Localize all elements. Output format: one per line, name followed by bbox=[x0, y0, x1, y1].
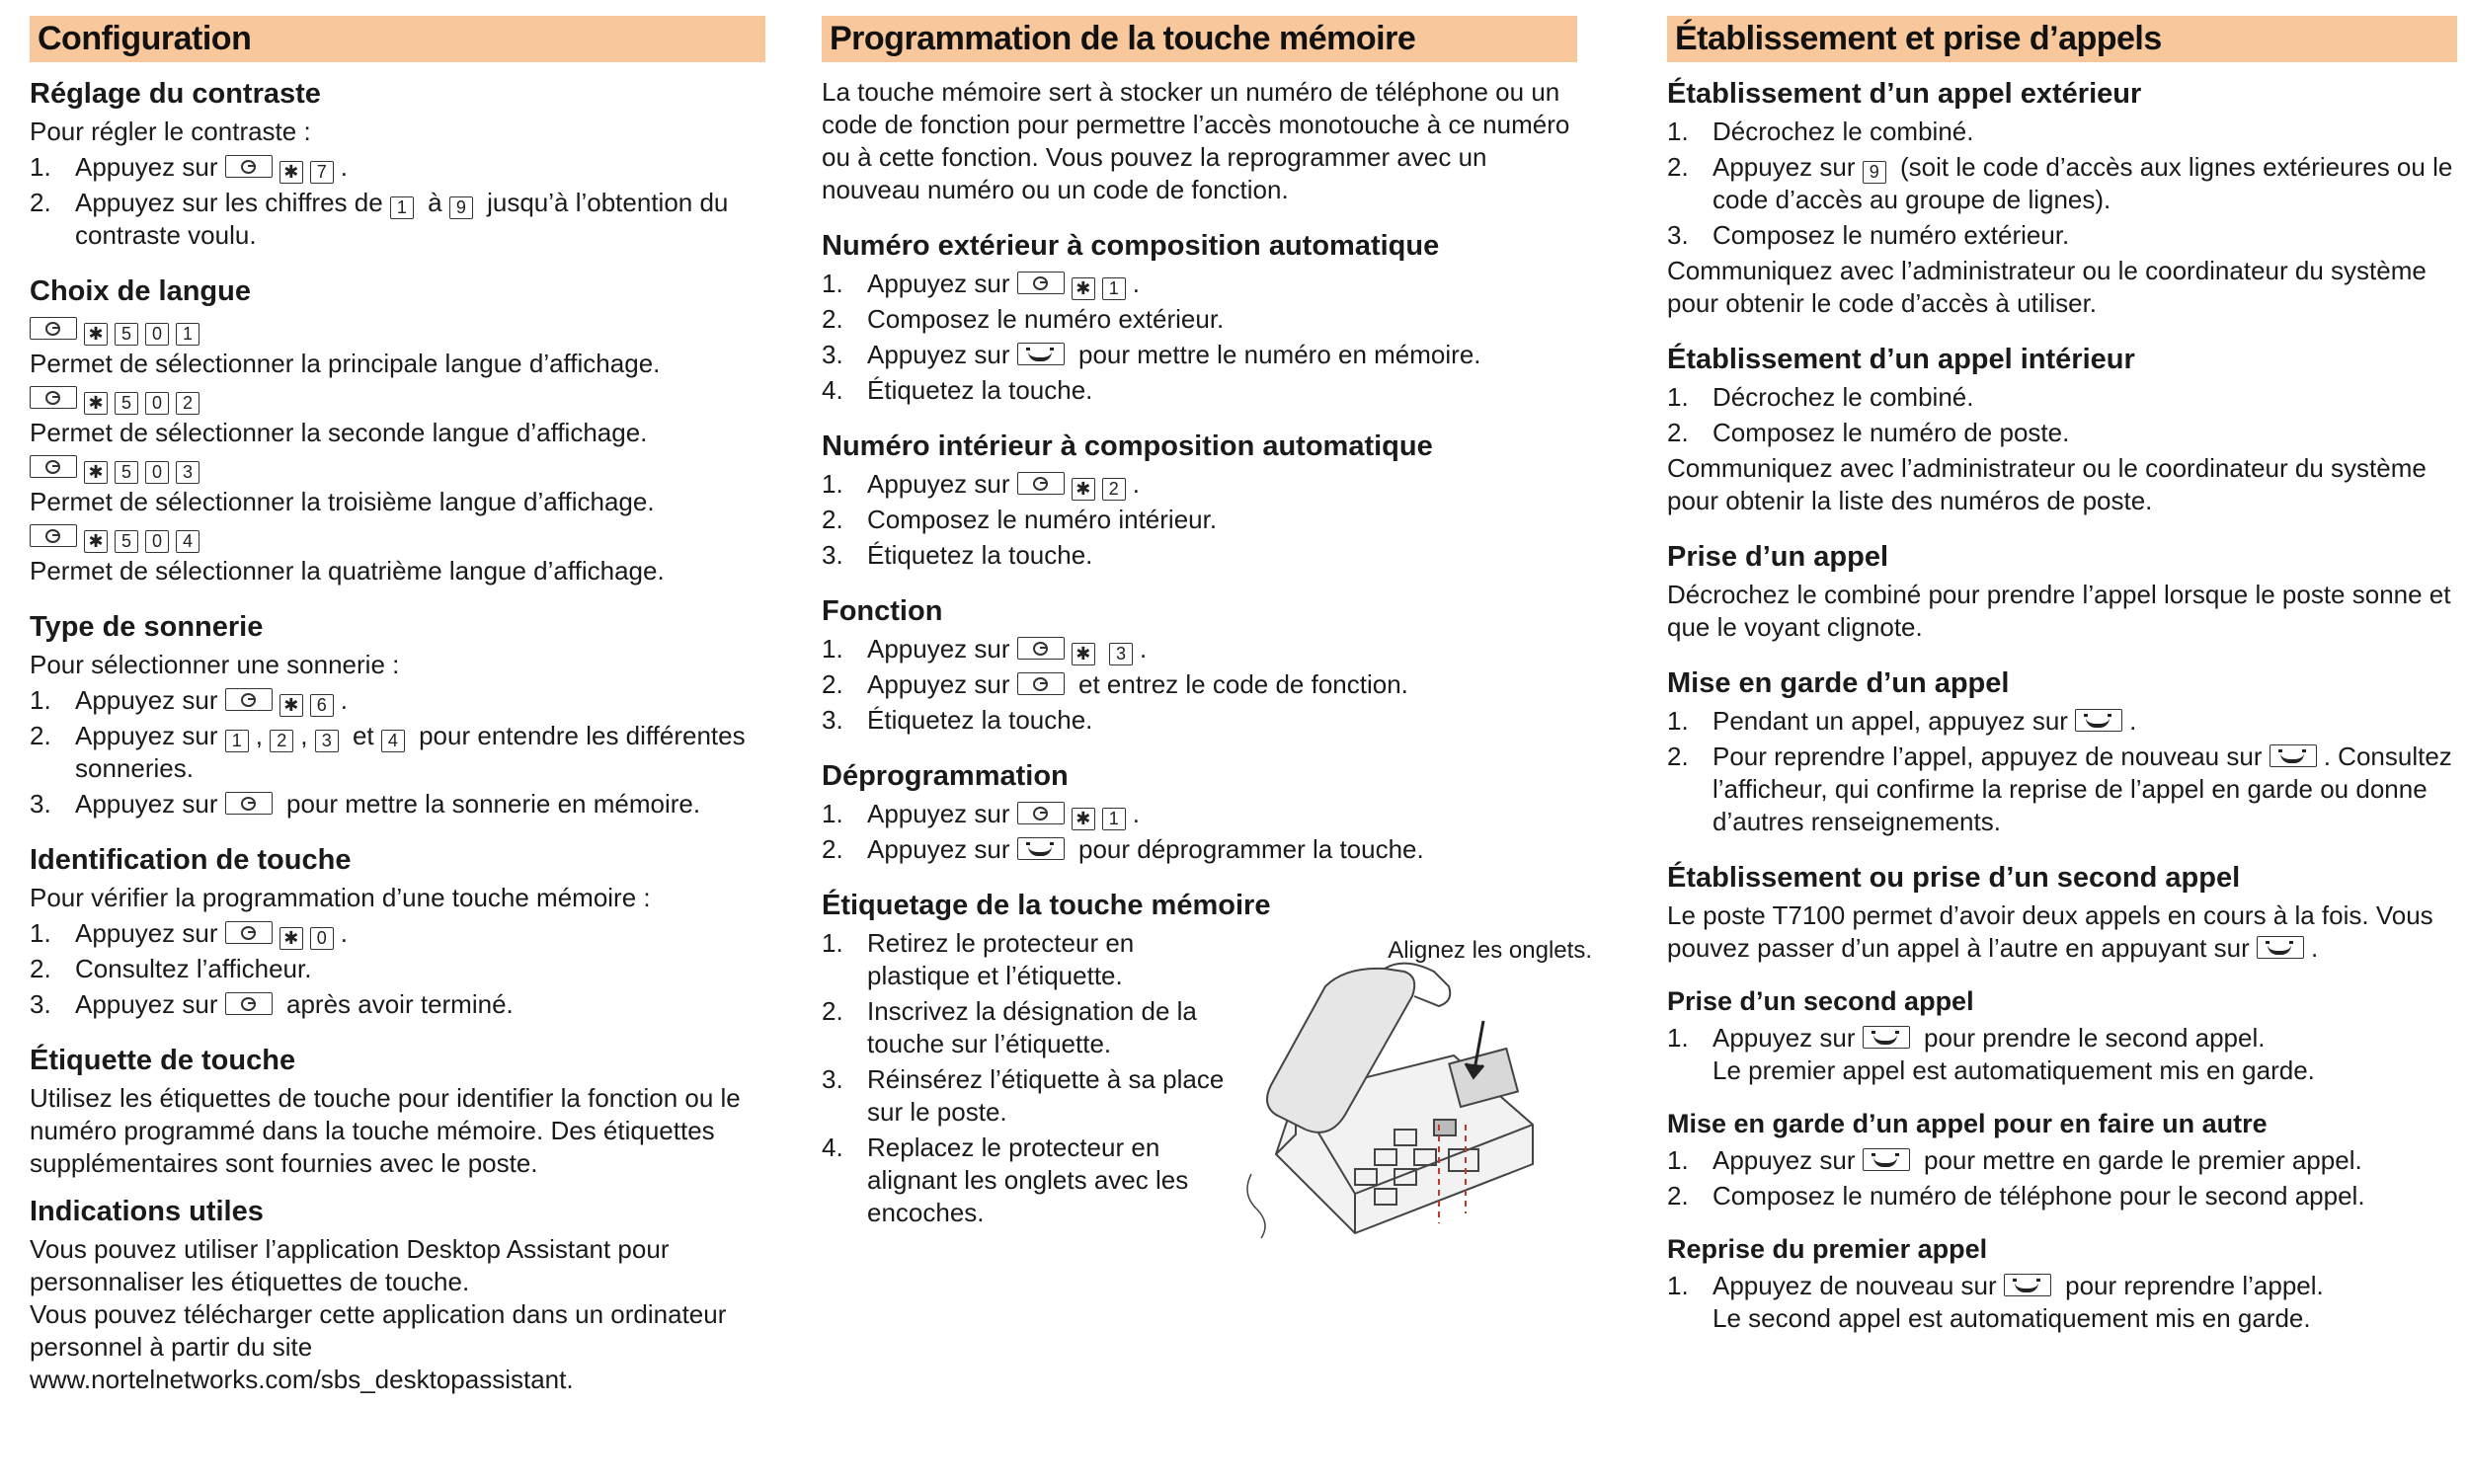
list-item bbox=[822, 927, 1236, 992]
language-row bbox=[30, 382, 765, 449]
column-memory-key bbox=[822, 16, 1592, 1232]
section-title-calls: Établissement et prise d’appels bbox=[1667, 16, 2457, 62]
language-desc: Permet de sélectionner la troisième langue d’affichage. bbox=[30, 487, 655, 516]
step-number: 2. bbox=[30, 188, 51, 217]
heading-deprogramming: Déprogrammation bbox=[822, 760, 1069, 792]
step-text: Décrochez le combiné. bbox=[1712, 117, 1974, 146]
key-cap: 2 bbox=[176, 392, 199, 415]
heading-function: Fonction bbox=[822, 595, 943, 627]
step-text: Appuyez sur bbox=[75, 989, 218, 1019]
step-text: Composez le numéro extérieur. bbox=[867, 304, 1225, 334]
list-item bbox=[30, 917, 765, 950]
step-number: 3. bbox=[822, 1064, 843, 1094]
step-number: 3. bbox=[822, 540, 843, 570]
list-item bbox=[822, 1063, 1236, 1129]
contrast-intro: Pour régler le contraste : bbox=[30, 117, 311, 146]
step-text: à bbox=[428, 188, 442, 217]
heading-ring-type: Type de sonnerie bbox=[30, 611, 264, 643]
step-text: Appuyez sur bbox=[75, 918, 218, 948]
key-cap: 0 bbox=[145, 323, 169, 346]
release-key-icon bbox=[2004, 1274, 2051, 1296]
ring-intro: Pour sélectionner une sonnerie : bbox=[30, 650, 400, 679]
release-key-icon bbox=[1863, 1026, 1910, 1049]
external-call-note: Communiquez avec l’administrateur ou le coordinateur du système pour obtenir le code d’accès à utiliser. bbox=[1667, 256, 2427, 318]
step-text: jusqu’à l’obtention du contraste voulu. bbox=[75, 188, 729, 250]
step-text: Appuyez sur les chiffres de bbox=[75, 188, 383, 217]
list-item bbox=[30, 788, 765, 820]
phone-illustration bbox=[1236, 927, 1592, 1253]
key-cap: 6 bbox=[310, 694, 334, 717]
heading-key-id: Identification de touche bbox=[30, 844, 352, 876]
key-cap: 3 bbox=[1109, 643, 1133, 665]
heading-tips: Indications utiles bbox=[30, 1196, 264, 1227]
step-number: 2. bbox=[822, 996, 843, 1026]
step-text: Le second appel est automatiquement mis en garde. bbox=[1712, 1303, 2311, 1333]
step-text: Appuyez sur bbox=[1712, 1023, 1856, 1053]
language-desc: Permet de sélectionner la seconde langue d’affichage. bbox=[30, 418, 648, 447]
step-text: Consultez l’afficheur. bbox=[75, 954, 312, 983]
labeling-steps bbox=[822, 927, 1236, 1229]
step-text: Étiquetez la touche. bbox=[867, 540, 1093, 570]
step-text: Appuyez sur bbox=[867, 669, 1010, 699]
heading-answer-call: Prise d’un appel bbox=[1667, 541, 1888, 573]
list-item bbox=[1667, 741, 2457, 838]
step-number: 3. bbox=[1667, 220, 1689, 250]
key-cap: 1 bbox=[1102, 808, 1126, 830]
step-text: , bbox=[300, 721, 308, 750]
list-item bbox=[822, 995, 1236, 1060]
step-text: Appuyez sur bbox=[75, 685, 218, 715]
heading-internal-call: Établissement d’un appel intérieur bbox=[1667, 344, 2135, 375]
phone-caption: Alignez les onglets. bbox=[1388, 937, 1592, 964]
key-cap: 9 bbox=[449, 196, 473, 219]
memory-intro: La touche mémoire sert à stocker un numéro de téléphone ou un code de fonction pour permettre l’accès monotouche à ce numéro ou à cette fonction. Vous pouvez la reprogrammer avec un nouveau numéro ou un code de fonction. bbox=[822, 77, 1570, 204]
step-number: 2. bbox=[822, 669, 843, 699]
step-text: Étiquetez la touche. bbox=[867, 705, 1093, 735]
step-text: et entrez le code de fonction. bbox=[1078, 669, 1408, 699]
feature-button-icon bbox=[1017, 802, 1065, 824]
step-text: . Consultez l’afficheur, qui confirme la reprise de l’appel en garde ou donne d’autres renseignements. bbox=[1712, 742, 2452, 836]
heading-internal-autodial: Numéro intérieur à composition automatique bbox=[822, 430, 1433, 462]
heading-key-label: Étiquette de touche bbox=[30, 1045, 296, 1076]
memory-key-icon bbox=[1017, 343, 1065, 365]
phone-drawing bbox=[1236, 927, 1592, 1253]
key-cap: 2 bbox=[1102, 478, 1126, 501]
memory-key-icon bbox=[1017, 837, 1065, 860]
step-text: Appuyez sur bbox=[867, 799, 1010, 828]
step-text: . bbox=[2129, 706, 2137, 736]
key-cap: 5 bbox=[115, 392, 138, 415]
list-item bbox=[822, 1132, 1236, 1229]
step-text: Appuyez sur bbox=[75, 789, 218, 819]
list-item bbox=[822, 668, 1577, 701]
heading-hold-call: Mise en garde d’un appel bbox=[1667, 667, 2010, 699]
list-item bbox=[30, 187, 765, 252]
step-number: 4. bbox=[822, 1133, 843, 1162]
step-number: 1. bbox=[1667, 706, 1689, 736]
language-desc: Permet de sélectionner la principale langue d’affichage. bbox=[30, 349, 661, 378]
step-text: . bbox=[340, 152, 348, 182]
step-text: Replacez le protecteur en alignant les onglets avec les encoches. bbox=[867, 1133, 1189, 1227]
list-item bbox=[30, 953, 765, 985]
feature-button-icon bbox=[225, 688, 273, 711]
language-row bbox=[30, 451, 765, 518]
heading-hold-for-another: Mise en garde d’un appel pour en faire un autre bbox=[1667, 1109, 2268, 1138]
key-cap: 7 bbox=[310, 161, 334, 184]
step-text: pour reprendre l’appel. bbox=[2065, 1271, 2324, 1300]
key-id-intro: Pour vérifier la programmation d’une touche mémoire : bbox=[30, 883, 651, 912]
section-title-memory-key: Programmation de la touche mémoire bbox=[822, 16, 1577, 62]
list-item bbox=[822, 504, 1577, 536]
tips-body-2: Vous pouvez télécharger cette application dans un ordinateur personnel à partir du site www.nortelnetworks.com/sbs_desktopassistant. bbox=[30, 1299, 727, 1394]
step-number: 1. bbox=[1667, 117, 1689, 146]
step-text: pour mettre en garde le premier appel. bbox=[1924, 1145, 2362, 1175]
language-row bbox=[30, 313, 765, 380]
key-label-body: Utilisez les étiquettes de touche pour identifier la fonction ou le numéro programmé dans la touche mémoire. Des étiquettes supplémentaires sont fournies avec le poste. bbox=[30, 1083, 741, 1178]
list-item bbox=[1667, 381, 2457, 414]
step-number: 1. bbox=[30, 152, 51, 182]
heading-external-autodial: Numéro extérieur à composition automatique bbox=[822, 230, 1440, 262]
step-text: Appuyez sur bbox=[75, 152, 218, 182]
step-number: 4. bbox=[822, 375, 843, 405]
list-item bbox=[1667, 705, 2457, 738]
step-number: 2. bbox=[1667, 418, 1689, 447]
list-item bbox=[1667, 1270, 2457, 1335]
release-key-icon bbox=[2075, 709, 2122, 732]
step-text: pour mettre la sonnerie en mémoire. bbox=[286, 789, 701, 819]
step-text: pour déprogrammer la touche. bbox=[1078, 834, 1424, 864]
list-item bbox=[822, 633, 1577, 665]
key-cap: 4 bbox=[381, 730, 405, 752]
key-cap: ✱ bbox=[279, 694, 303, 717]
key-cap: 3 bbox=[315, 730, 339, 752]
list-item bbox=[822, 374, 1577, 407]
key-cap: 0 bbox=[145, 392, 169, 415]
step-text: Composez le numéro de poste. bbox=[1712, 418, 2070, 447]
list-item bbox=[30, 684, 765, 717]
step-text: pour entendre les différentes sonneries. bbox=[75, 721, 746, 783]
feature-button-icon bbox=[1017, 637, 1065, 660]
key-cap: 0 bbox=[310, 927, 334, 950]
list-item bbox=[822, 303, 1577, 336]
step-text: Appuyez sur bbox=[867, 269, 1010, 298]
step-number: 2. bbox=[822, 304, 843, 334]
step-text: Composez le numéro intérieur. bbox=[867, 505, 1218, 534]
step-number: 2. bbox=[30, 954, 51, 983]
list-item bbox=[822, 798, 1577, 830]
key-cap: ✱ bbox=[84, 461, 108, 484]
step-text: Appuyez sur bbox=[867, 834, 1010, 864]
step-text: Appuyez sur bbox=[867, 340, 1010, 369]
heading-external-call: Établissement d’un appel extérieur bbox=[1667, 78, 2142, 110]
step-text: Le premier appel est automatiquement mis en garde. bbox=[1712, 1055, 2315, 1085]
feature-button-icon bbox=[225, 792, 273, 815]
feature-button-icon bbox=[1017, 672, 1065, 695]
release-key-icon bbox=[2257, 936, 2304, 959]
key-sequence bbox=[30, 520, 765, 555]
key-cap: 3 bbox=[176, 461, 199, 484]
step-text: (soit le code d’accès aux lignes extérieures ou le code d’accès au groupe de lignes). bbox=[1712, 152, 2453, 214]
key-cap: 1 bbox=[390, 196, 414, 219]
labeling-block bbox=[822, 927, 1592, 1229]
key-cap: 9 bbox=[1863, 161, 1886, 184]
key-cap: 4 bbox=[176, 530, 199, 553]
step-text: Retirez le protecteur en plastique et l’étiquette. bbox=[867, 928, 1135, 990]
key-cap: 1 bbox=[1102, 277, 1126, 300]
key-sequence bbox=[30, 313, 765, 348]
key-cap: ✱ bbox=[1072, 277, 1095, 300]
list-item bbox=[822, 704, 1577, 737]
list-item bbox=[822, 468, 1577, 501]
step-number: 3. bbox=[30, 789, 51, 819]
step-number: 3. bbox=[30, 989, 51, 1019]
key-cap: ✱ bbox=[1072, 643, 1095, 665]
step-number: 1. bbox=[1667, 1145, 1689, 1175]
step-text: Étiquetez la touche. bbox=[867, 375, 1093, 405]
step-text: Appuyez sur bbox=[867, 634, 1010, 664]
step-number: 3. bbox=[822, 340, 843, 369]
step-number: 2. bbox=[1667, 152, 1689, 182]
body-text: Le poste T7100 permet d’avoir deux appels en cours à la fois. Vous pouvez passer d’un appel à l’autre en appuyant sur bbox=[1667, 900, 2433, 963]
step-text: Composez le numéro de téléphone pour le second appel. bbox=[1712, 1181, 2365, 1211]
step-number: 1. bbox=[1667, 382, 1689, 412]
column-calls bbox=[1667, 16, 2457, 1338]
key-cap: 5 bbox=[115, 461, 138, 484]
step-number: 2. bbox=[822, 834, 843, 864]
step-text: Appuyez sur bbox=[1712, 1145, 1856, 1175]
step-number: 1. bbox=[822, 269, 843, 298]
feature-button-icon bbox=[225, 155, 273, 178]
heading-take-second-call: Prise d’un second appel bbox=[1667, 986, 1974, 1016]
feature-button-icon bbox=[225, 992, 273, 1015]
key-cap: ✱ bbox=[279, 161, 303, 184]
key-cap: ✱ bbox=[1072, 478, 1095, 501]
language-desc: Permet de sélectionner la quatrième langue d’affichage. bbox=[30, 556, 665, 586]
list-item bbox=[822, 268, 1577, 300]
column-configuration bbox=[30, 16, 765, 1396]
feature-button-icon bbox=[1017, 272, 1065, 294]
list-item bbox=[1667, 1144, 2457, 1177]
release-key-icon bbox=[2270, 744, 2317, 767]
step-number: 1. bbox=[30, 685, 51, 715]
key-cap: 1 bbox=[176, 323, 199, 346]
step-text: Inscrivez la désignation de la touche sur l’étiquette. bbox=[867, 996, 1197, 1058]
step-text: Appuyez sur bbox=[867, 469, 1010, 499]
step-text: . bbox=[1132, 269, 1140, 298]
key-cap: ✱ bbox=[84, 323, 108, 346]
key-cap: 0 bbox=[145, 530, 169, 553]
step-number: 1. bbox=[30, 918, 51, 948]
release-key-icon bbox=[1863, 1148, 1910, 1171]
step-text: pour prendre le second appel. bbox=[1924, 1023, 2266, 1053]
section-title-configuration: Configuration bbox=[30, 16, 765, 62]
list-item bbox=[30, 720, 765, 785]
step-text: et bbox=[352, 721, 374, 750]
feature-button-icon bbox=[225, 921, 273, 944]
body-text: . bbox=[2310, 933, 2319, 963]
feature-button-icon bbox=[30, 386, 77, 409]
step-number: 2. bbox=[822, 505, 843, 534]
key-cap: ✱ bbox=[1072, 808, 1095, 830]
internal-call-note: Communiquez avec l’administrateur ou le coordinateur du système pour obtenir la liste des numéros de poste. bbox=[1667, 453, 2427, 515]
key-sequence bbox=[30, 382, 765, 417]
step-text: . bbox=[1132, 469, 1140, 499]
step-text: après avoir terminé. bbox=[286, 989, 514, 1019]
key-cap: 2 bbox=[270, 730, 293, 752]
step-text: Composez le numéro extérieur. bbox=[1712, 220, 2070, 250]
list-item bbox=[822, 339, 1577, 371]
key-cap: 5 bbox=[115, 323, 138, 346]
list-item bbox=[1667, 1180, 2457, 1212]
step-number: 1. bbox=[822, 634, 843, 664]
step-text: pour mettre le numéro en mémoire. bbox=[1078, 340, 1481, 369]
key-cap: 1 bbox=[225, 730, 249, 752]
list-item bbox=[30, 988, 765, 1021]
list-item bbox=[1667, 151, 2457, 216]
second-call-body bbox=[1667, 899, 2457, 965]
heading-contrast: Réglage du contraste bbox=[30, 78, 321, 110]
step-text: Réinsérez l’étiquette à sa place sur le poste. bbox=[867, 1064, 1225, 1127]
key-cap: 5 bbox=[115, 530, 138, 553]
heading-labeling: Étiquetage de la touche mémoire bbox=[822, 890, 1271, 921]
step-text: . bbox=[340, 918, 348, 948]
step-number: 2. bbox=[30, 721, 51, 750]
step-text: . bbox=[340, 685, 348, 715]
step-number: 1. bbox=[1667, 1023, 1689, 1053]
feature-button-icon bbox=[1017, 472, 1065, 495]
key-cap: ✱ bbox=[84, 530, 108, 553]
step-number: 3. bbox=[822, 705, 843, 735]
step-text: Pendant un appel, appuyez sur bbox=[1712, 706, 2068, 736]
step-text: . bbox=[1132, 799, 1140, 828]
step-text: . bbox=[1140, 634, 1148, 664]
step-text: , bbox=[255, 721, 263, 750]
step-text: Appuyez de nouveau sur bbox=[1712, 1271, 1997, 1300]
list-item bbox=[1667, 219, 2457, 252]
step-text: Décrochez le combiné. bbox=[1712, 382, 1974, 412]
step-number: 2. bbox=[1667, 1181, 1689, 1211]
list-item bbox=[1667, 1022, 2457, 1087]
tips-body-1: Vous pouvez utiliser l’application Desktop Assistant pour personnaliser les étiquettes de touche. bbox=[30, 1234, 670, 1296]
key-cap: 0 bbox=[145, 461, 169, 484]
list-item bbox=[30, 151, 765, 184]
heading-language: Choix de langue bbox=[30, 275, 251, 307]
heading-resume-first-call: Reprise du premier appel bbox=[1667, 1234, 1988, 1264]
answer-call-body: Décrochez le combiné pour prendre l’appel lorsque le poste sonne et que le voyant clignote. bbox=[1667, 580, 2451, 642]
step-number: 1. bbox=[1667, 1271, 1689, 1300]
key-cap: ✱ bbox=[279, 927, 303, 950]
step-text: Appuyez sur bbox=[1712, 152, 1856, 182]
step-number: 1. bbox=[822, 469, 843, 499]
list-item bbox=[1667, 116, 2457, 148]
feature-button-icon bbox=[30, 455, 77, 478]
list-item bbox=[1667, 417, 2457, 449]
key-cap: ✱ bbox=[84, 392, 108, 415]
feature-button-icon bbox=[30, 317, 77, 340]
step-number: 2. bbox=[1667, 742, 1689, 771]
language-row bbox=[30, 520, 765, 587]
list-item bbox=[822, 833, 1577, 866]
heading-second-call: Établissement ou prise d’un second appel bbox=[1667, 862, 2241, 894]
key-sequence bbox=[30, 451, 765, 486]
step-number: 1. bbox=[822, 799, 843, 828]
step-number: 1. bbox=[822, 928, 843, 958]
step-text: Pour reprendre l’appel, appuyez de nouveau sur bbox=[1712, 742, 2263, 771]
feature-button-icon bbox=[30, 524, 77, 547]
step-text: Appuyez sur bbox=[75, 721, 218, 750]
list-item bbox=[822, 539, 1577, 572]
